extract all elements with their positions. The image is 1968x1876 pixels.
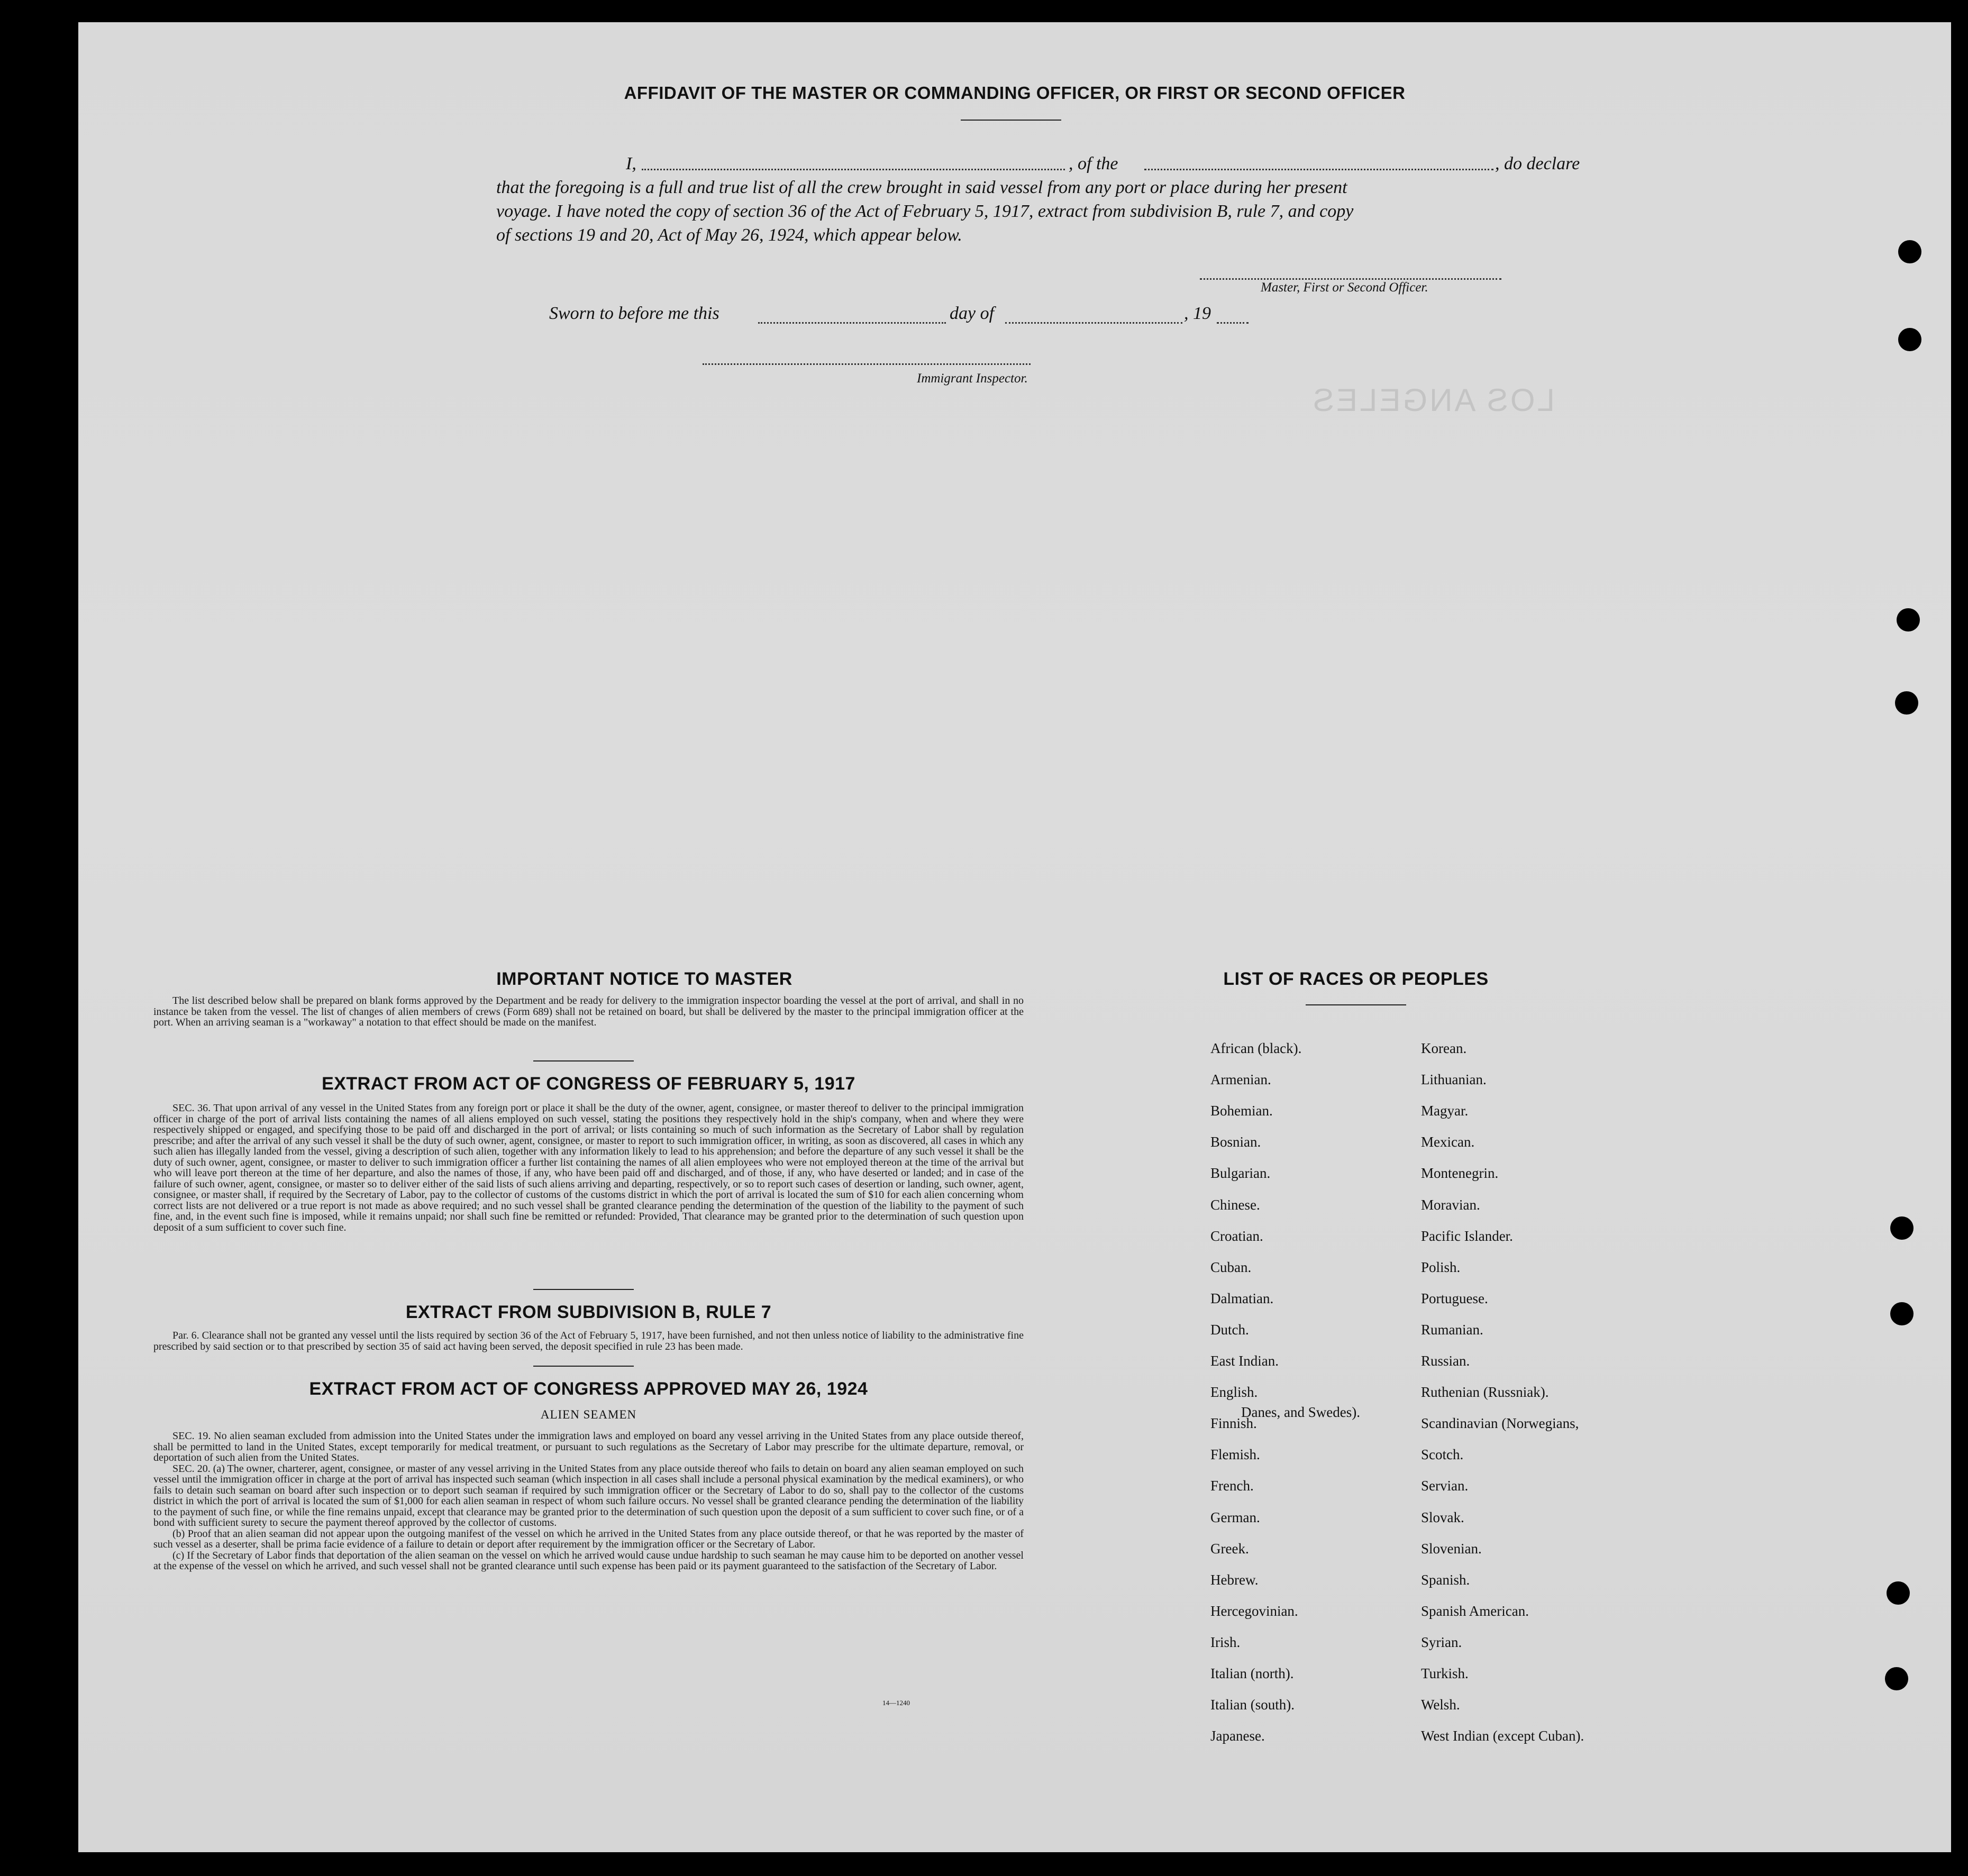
label-year: , 19: [1184, 304, 1211, 323]
race-item: Russian.: [1421, 1353, 1470, 1369]
race-item: French.: [1210, 1478, 1254, 1494]
races-divider: [1306, 1004, 1406, 1005]
master-signature-line[interactable]: [1200, 278, 1501, 280]
master-signature-label: Master, First or Second Officer.: [1261, 280, 1428, 295]
race-item: Pacific Islander.: [1421, 1228, 1513, 1244]
race-item: Spanish American.: [1421, 1603, 1529, 1619]
binder-hole: [1895, 691, 1918, 715]
extract-rule7-divider: [533, 1366, 634, 1367]
race-item: Bohemian.: [1210, 1103, 1273, 1119]
label-of-the: , of the: [1069, 154, 1118, 173]
race-item: Bosnian.: [1210, 1134, 1261, 1150]
affidavit-line-4: of sections 19 and 20, Act of May 26, 1924, which appear below.: [496, 225, 962, 245]
extract-rule7-title: EXTRACT FROM SUBDIVISION B, RULE 7: [405, 1302, 772, 1322]
sworn-month-field[interactable]: [1005, 322, 1182, 324]
race-item: Chinese.: [1210, 1197, 1260, 1213]
race-item: Portuguese.: [1421, 1291, 1488, 1306]
label-i: I,: [626, 154, 636, 173]
race-item: Dalmatian.: [1210, 1291, 1274, 1306]
affidavit-line-3: voyage. I have noted the copy of section 36 of the Act of February 5, 1917, extract from subdivision B, rule 7, and copy: [496, 202, 1354, 221]
sec-20c: (c) If the Secretary of Labor finds that deportation of the alien seaman on the vessel on which he arrived would cause undue hardship to such seaman he may cause him to be deported on another vessel at the expense of the vessel on which he arrived, and such vessel shall not be granted clearance until such expense has been paid or its payment guaranteed to the satisfaction of the Secretary of Labor.: [153, 1549, 1024, 1572]
race-item: German.: [1210, 1509, 1260, 1525]
race-item: Cuban.: [1210, 1259, 1252, 1275]
race-item: Welsh.: [1421, 1697, 1460, 1713]
race-item: Bulgarian.: [1210, 1165, 1271, 1181]
bleed-through-text: LOS ANGELES: [1311, 382, 1555, 418]
sec-19: SEC. 19. No alien seaman excluded from admission into the United States under the immigration laws and employed on board any vessel arriving in the United States from any place outside thereof, shall be permitted to land in the United States, except temporarily for medical treatment, or pursuant to such regulations as the Secretary of Labor may prescribe for the ultimate departure, removal, or deportation of such alien from the United States.: [153, 1430, 1024, 1463]
race-item: Dutch.: [1210, 1322, 1249, 1338]
binder-hole: [1898, 240, 1921, 263]
binder-hole: [1885, 1667, 1908, 1690]
sworn-day-field[interactable]: [758, 322, 946, 324]
binder-hole: [1887, 1581, 1910, 1605]
race-item: Hercegovinian.: [1210, 1603, 1298, 1619]
race-item: Slovak.: [1421, 1509, 1464, 1525]
notice-divider: [533, 1060, 634, 1061]
affidavit-body: [496, 152, 1660, 247]
race-item: Finnish.: [1210, 1415, 1257, 1431]
extract-1917-text: SEC. 36. That upon arrival of any vessel in the United States from any foreign port or place it shall be the duty of the owner, agent, consignee, or master thereof to deliver to the principal immigration officer in charge of the port of arrival lists containing the names of all aliens employed on such vessel, stating the positions they respectively hold in the ship's company, when and where they were respectively shipped or engaged, and specifying those to be paid off and discharged in the port of arrival; or lists containing so much of such information as the Secretary of Labor shall by regulation prescribe; and after the arrival of any such vessel it shall be the duty of such owner, agent, consignee, or master to report to such immigration officer, in writing, as soon as discovered, all cases in which any such alien has illegally landed from the vessel, giving a description of such alien, together with any information likely to lead to his apprehension; and before the departure of any such vessel it shall be the duty of such owner, agent, consignee, or master to deliver to such immigration officer a further list containing the names of all alien employees who were not employed thereon at the time of the arrival but who will leave port thereon at the time of her departure, and also the names of those, if any, who have been paid off and discharged, and of those, if any, who have deserted or landed; and in case of the failure of such owner, agent, consignee, or master so to deliver either of the said lists of such aliens arriving and departing, respectively, or so to report such cases of desertion or landing, such owner, agent, consignee, or master shall, if required by the Secretary of Labor, pay to the collector of customs of the customs district in which the port of arrival is located the sum of $10 for each alien concerning whom correct lists are not delivered or a true report is not made as above required; and no such vessel shall be granted clearance pending the determination of the question of the liability to the payment of such fine, and, in the event such fine is imposed, while it remains unpaid; nor shall such fine be remitted or refunded: Provided, That clearance may be granted prior to the determination of such question upon deposit of a sum sufficient to cover such fine.: [153, 1102, 1024, 1233]
binder-hole: [1890, 1302, 1914, 1325]
extract-1917-title: EXTRACT FROM ACT OF CONGRESS OF FEBRUARY 5, 1917: [322, 1074, 855, 1094]
race-item: Scotch.: [1421, 1447, 1464, 1462]
affidavit-title: AFFIDAVIT OF THE MASTER OR COMMANDING OFFICER, OR FIRST OR SECOND OFFICER: [624, 83, 1406, 103]
binder-hole: [1898, 328, 1921, 351]
vessel-field[interactable]: [1144, 169, 1493, 170]
extract-1924-title: EXTRACT FROM ACT OF CONGRESS APPROVED MAY 26, 1924: [309, 1379, 868, 1399]
race-item: Slovenian.: [1421, 1541, 1482, 1557]
notice-text: The list described below shall be prepared on blank forms approved by the Department and be ready for delivery to the immigration inspector boarding the vessel at the port of arrival, and shall in no instance be taken from the vessel. The list of changes of alien members of crews (Form 689) shall not be retained on board, but shall be delivered by the master to the principal immigration officer at the port. When an arriving seaman is a "workaway" a notation to that effect should be made on the manifest.: [153, 995, 1024, 1028]
race-item: Irish.: [1210, 1634, 1241, 1650]
race-scandinavian-continued: Danes, and Swedes).: [1241, 1404, 1360, 1420]
sec-20b: (b) Proof that an alien seaman did not appear upon the outgoing manifest of the vessel on which he arrived in the United States from any place outside thereof, or that he was reported by the master of such vessel as a deserter, shall be prima facie evidence of a failure to detain or deport after requirement by the immigration officer or the Secretary of Labor.: [153, 1527, 1024, 1550]
extract-1924-text: [153, 1431, 1024, 1572]
sworn-year-field[interactable]: [1217, 322, 1249, 324]
race-item: East Indian.: [1210, 1353, 1279, 1369]
race-item: West Indian (except Cuban).: [1421, 1728, 1584, 1744]
race-item: Rumanian.: [1421, 1322, 1483, 1338]
race-item: Croatian.: [1210, 1228, 1263, 1244]
race-item: Armenian.: [1210, 1072, 1271, 1087]
race-item: Hebrew.: [1210, 1572, 1259, 1588]
race-item: Mexican.: [1421, 1134, 1475, 1150]
race-item: Syrian.: [1421, 1634, 1462, 1650]
race-item: Moravian.: [1421, 1197, 1480, 1213]
race-item: Lithuanian.: [1421, 1072, 1487, 1087]
inspector-label: Immigrant Inspector.: [917, 371, 1028, 386]
race-item: Ruthenian (Russniak).: [1421, 1384, 1549, 1400]
document-page: [78, 22, 1951, 1852]
notice-title: IMPORTANT NOTICE TO MASTER: [496, 969, 792, 989]
race-item: Korean.: [1421, 1040, 1467, 1056]
race-item: Spanish.: [1421, 1572, 1470, 1588]
label-do-declare: , do declare: [1495, 154, 1580, 173]
alien-seamen-subtitle: ALIEN SEAMEN: [540, 1408, 637, 1421]
title-divider: [961, 120, 1061, 121]
extract-rule7-text: Par. 6. Clearance shall not be granted any vessel until the lists required by section 36 of the Act of February 5, 1917, have been furnished, and not then unless notice of liability to the administrative fine prescribed by said section or to that prescribed by section 35 of said act having been served, the deposit specified in rule 23 has been made.: [153, 1330, 1024, 1352]
label-day-of: day of: [950, 304, 995, 323]
race-item: Montenegrin.: [1421, 1165, 1499, 1181]
affidavit-line-2: that the foregoing is a full and true list of all the crew brought in said vessel from any port or place during her present: [496, 178, 1347, 197]
inspector-signature-line[interactable]: [703, 363, 1031, 365]
race-item: English.: [1210, 1384, 1258, 1400]
race-item: Flemish.: [1210, 1447, 1260, 1462]
sec-20a: SEC. 20. (a) The owner, charterer, agent, consignee, or master of any vessel arriving in the United States from any place outside thereof who fails to detain on board any alien seaman employed on such vessel until the immigration officer in charge at the port of arrival has inspected such seaman (which inspection in all cases shall include a personal physical examination by the medical examiners), or who fails to detain such seaman on board after such inspection or to deport such seaman if required by such immigration officer or the Secretary of Labor to do so, shall pay to the collector of the customs district in which the port of arrival is located the sum of $1,000 for each alien seaman in respect of whom such failure occurs. No vessel shall be granted clearance pending the determination of the liability to the payment of such fine, or while the fine remains unpaid, except that clearance may be granted prior to the determination of such question upon the deposit of a sum sufficient to cover such fine, or of a bond with sufficient surety to secure the payment thereof approved by the collector of customs.: [153, 1462, 1024, 1529]
race-item: Turkish.: [1421, 1665, 1469, 1681]
binder-hole: [1897, 608, 1920, 632]
race-item: Italian (north).: [1210, 1665, 1294, 1681]
name-field[interactable]: [642, 169, 1065, 170]
extract-1917-divider: [533, 1289, 634, 1290]
sworn-line: [549, 304, 1396, 330]
races-title: LIST OF RACES OR PEOPLES: [1223, 969, 1489, 989]
race-item: Scandinavian (Norwegians,: [1421, 1415, 1579, 1431]
race-item: Servian.: [1421, 1478, 1469, 1494]
race-item: Polish.: [1421, 1259, 1461, 1275]
label-sworn: Sworn to before me this: [549, 304, 719, 323]
race-item: African (black).: [1210, 1040, 1302, 1056]
binder-hole: [1890, 1216, 1914, 1240]
race-item: Greek.: [1210, 1541, 1249, 1557]
race-item: Japanese.: [1210, 1728, 1265, 1744]
race-item: Italian (south).: [1210, 1697, 1295, 1713]
race-item: Magyar.: [1421, 1103, 1469, 1119]
form-number: 14—1240: [882, 1699, 910, 1707]
